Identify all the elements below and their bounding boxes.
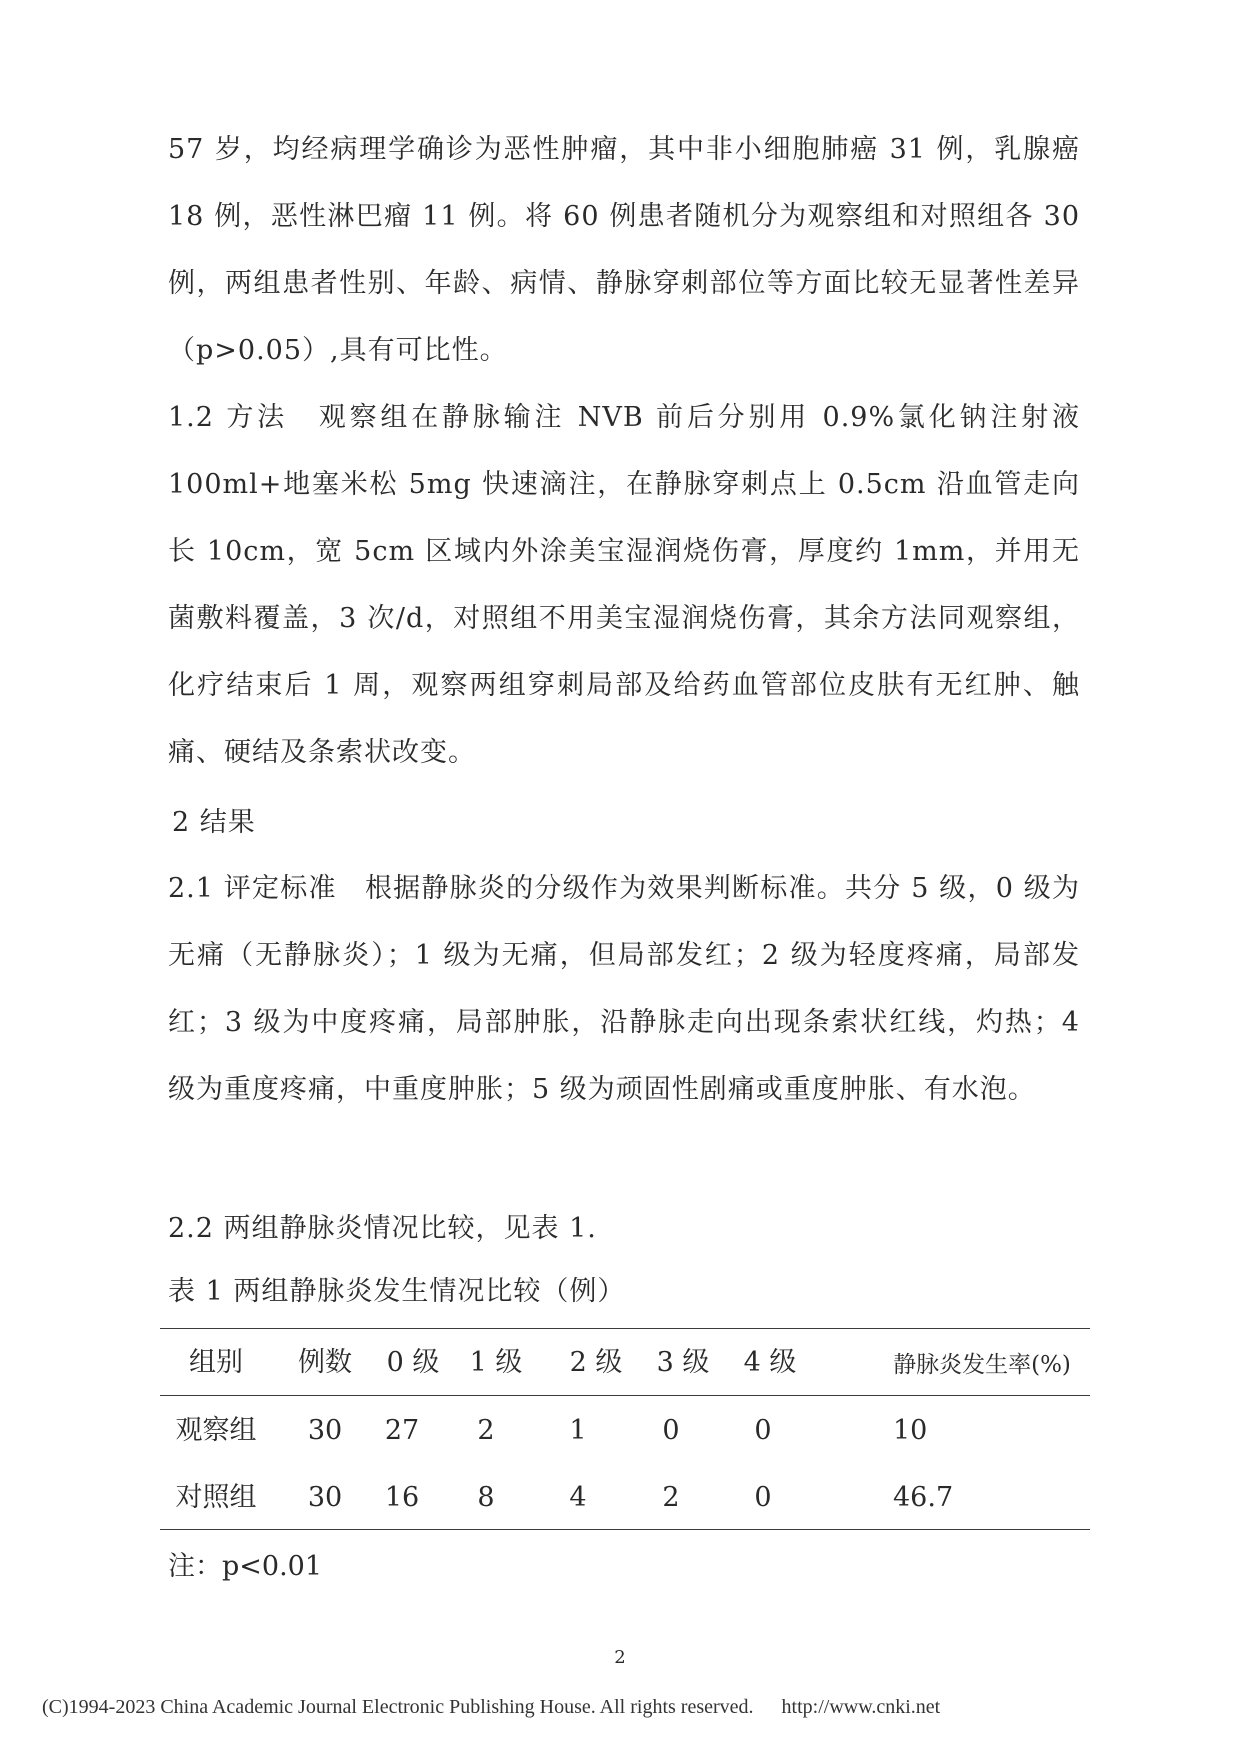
row-observation-rate: 10 (893, 1415, 928, 1446)
header-grade-0: 0 级 (386, 1347, 440, 1378)
copyright-text: (C)1994-2023 China Academic Journal Electronic Publishing House. All rights reserved. (42, 1696, 754, 1718)
copyright-footer (42, 1694, 940, 1720)
header-grade-3: 3 级 (656, 1347, 710, 1378)
row-control-grade-1: 8 (477, 1482, 495, 1513)
header-grade-4: 4 级 (743, 1347, 797, 1378)
row-observation-group: 观察组 (175, 1415, 257, 1446)
header-incidence-rate: 静脉炎发生率(%) (893, 1352, 1071, 1378)
row-observation-grade-4: 0 (754, 1415, 772, 1446)
row-control-grade-0: 16 (384, 1482, 420, 1513)
paragraph-methods: 1.2 方法 观察组在静脉输注 NVB 前后分别用 0.9%氯化钠注射液 100ml+地塞米松 5mg 快速滴注，在静脉穿刺点上 0.5cm 沿血管走向长 10cm，宽 5cm 区域内外涂美宝湿润烧伤膏，厚度约 1mm，并用无菌敷料覆盖，3 次/d，对照组不用美宝湿润烧伤膏，其余方法同观察组，化疗结束后 1 周，观察两组穿刺局部及给药血管部位皮肤有无红肿、触痛、硬结及条索状改变。 (168, 402, 1080, 768)
section-heading-results: 2 结果 (172, 807, 256, 838)
row-control-count: 30 (307, 1482, 343, 1513)
row-observation-grade-2: 1 (569, 1415, 587, 1446)
header-grade-1: 1 级 (469, 1347, 523, 1378)
row-control-rate: 46.7 (893, 1482, 954, 1513)
row-observation-count: 30 (307, 1415, 343, 1446)
row-control-group: 对照组 (175, 1482, 257, 1513)
row-observation-grade-3: 0 (662, 1415, 680, 1446)
table-caption: 表 1 两组静脉炎发生情况比较（例） (168, 1276, 626, 1307)
row-control-grade-3: 2 (662, 1482, 680, 1513)
table-header-rule (160, 1395, 1090, 1396)
page-number: 2 (614, 1647, 626, 1668)
footer-url-link[interactable]: http://www.cnki.net (781, 1696, 941, 1718)
paragraph-criteria: 2.1 评定标准 根据静脉炎的分级作为效果判断标准。共分 5 级，0 级为无痛（无静脉炎）；1 级为无痛，但局部发红；2 级为轻度疼痛，局部发红；3 级为中度疼痛，局部肿胀，沿静脉走向出现条索状红线，灼热；4 级为重度疼痛，中重度肿胀；5 级为顽固性剧痛或重度肿胀、有水泡。 (168, 873, 1080, 1105)
header-count: 例数 (298, 1347, 352, 1378)
table-bottom-rule (160, 1529, 1090, 1530)
row-control-grade-4: 0 (754, 1482, 772, 1513)
table-top-rule (160, 1328, 1090, 1329)
row-observation-grade-0: 27 (384, 1415, 420, 1446)
paragraph-patients: 57 岁，均经病理学确诊为恶性肿瘤，其中非小细胞肺癌 31 例，乳腺癌 18 例，恶性淋巴瘤 11 例。将 60 例患者随机分为观察组和对照组各 30 例，两组患者性别、年龄、病情、静脉穿刺部位等方面比较无显著性差异（p>0.05）,具有可比性。 (168, 134, 1080, 366)
header-group: 组别 (189, 1347, 243, 1378)
row-control-grade-2: 4 (569, 1482, 587, 1513)
header-grade-2: 2 级 (569, 1347, 623, 1378)
paragraph-comparison: 2.2 两组静脉炎情况比较，见表 1. (168, 1213, 597, 1244)
table-note: 注：p<0.01 (168, 1551, 323, 1582)
row-observation-grade-1: 2 (477, 1415, 495, 1446)
